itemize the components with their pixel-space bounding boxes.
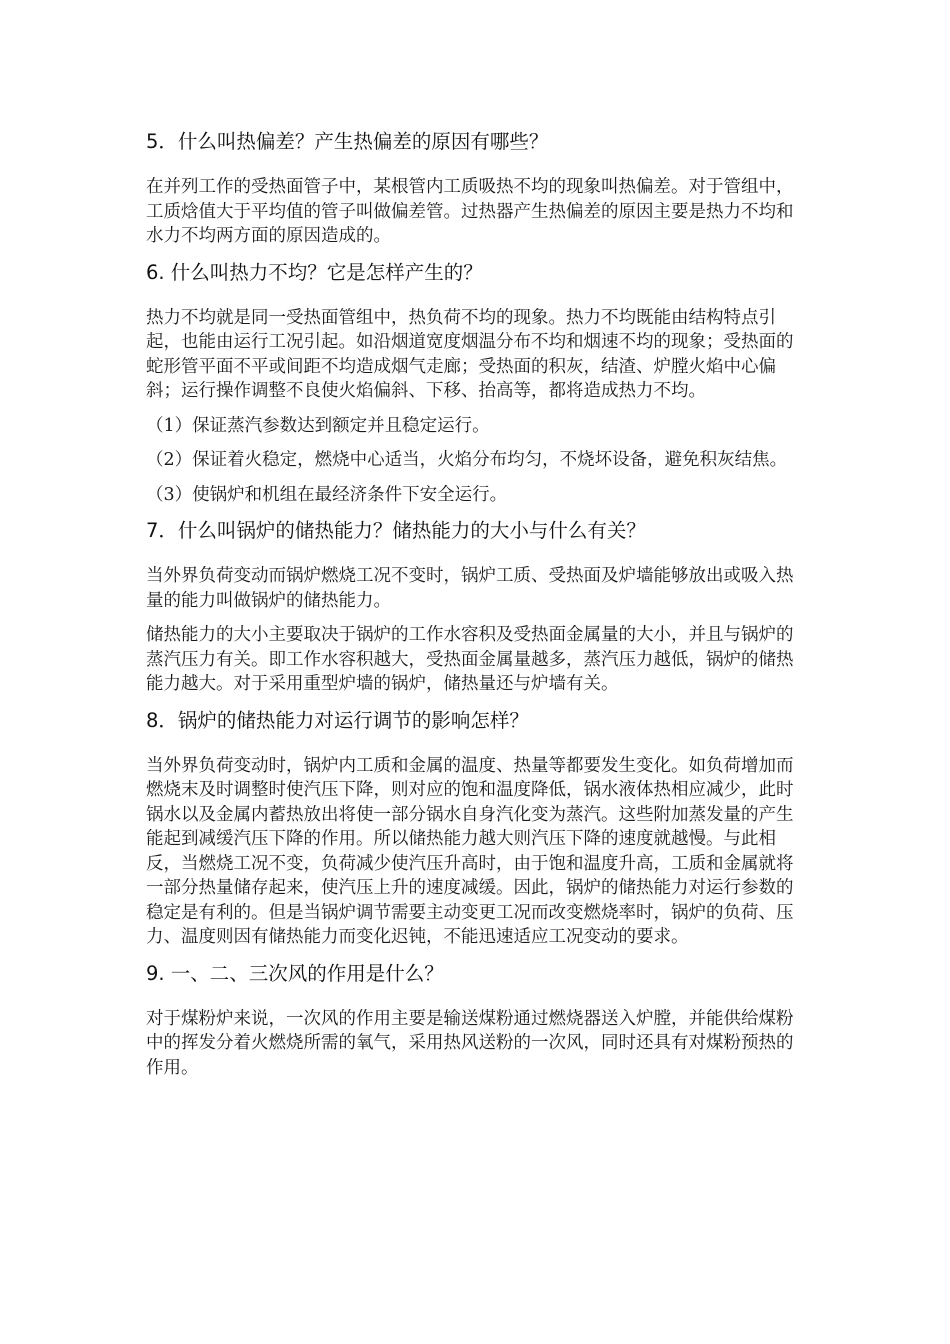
section-6-paragraph: 热力不均就是同一受热面管组中，热负荷不均的现象。热力不均既能由结构特点引起，也能由运行工况引起。如沿烟道宽度烟温分布不均和烟速不均的现象；受热面的蛇形管平面不平或间距不均造成烟气走廊；受热面的积灰，结渣、炉膛火焰中心偏斜；运行操作调整不良使火焰偏斜、下移、抬高等，都将造成热力不均。 — [146, 307, 794, 401]
section-6-item-2: （2）保证着火稳定，燃烧中心适当，火焰分布均匀，不烧坏设备，避免积灰结焦。 — [146, 450, 788, 470]
section-7-paragraph-2: 储热能力的大小主要取决于锅炉的工作水容积及受热面金属量的大小，并且与锅炉的蒸汽压力有关。即工作水容积越大，受热面金属量越多，蒸汽压力越低，锅炉的储热能力越大。对于采用重型炉墙的锅炉，储热量还与炉墙有关。 — [146, 625, 794, 694]
section-5-heading: 5．什么叫热偏差？产生热偏差的原因有哪些？ — [146, 130, 549, 153]
section-6-item-3: （3）使锅炉和机组在最经济条件下安全运行。 — [146, 484, 508, 505]
section-9-heading: 9. 一、二、三次风的作用是什么？ — [146, 961, 444, 985]
section-8-paragraph: 当外界负荷变动时，锅炉内工质和金属的温度、热量等都要发生变化。如负荷增加而燃烧末及时调整时使汽压下降，则对应的饱和温度降低，锅水液体热相应减少，此时锅水以及金属内蓄热放出将使一部分锅水自身汽化变为蒸汽。这些附加蒸发量的产生能起到减缓汽压下降的作用。所以储热能力越大则汽压下降的速度就越慢。与此相反，当燃烧工况不变，负荷减少使汽压升高时，由于饱和温度升高，工质和金属就将一部分热量储存起来，使汽压上升的速度减缓。因此，锅炉的储热能力对运行参数的稳定是有利的。但是当锅炉调节需要主动变更工况而改变燃烧率时，锅炉的负荷、压力、温度则因有储热能力而变化迟钝，不能迅速适应工况变动的要求。 — [146, 755, 794, 947]
document-page — [146, 128, 808, 1090]
section-6-heading: 6. 什么叫热力不均？它是怎样产生的？ — [146, 260, 483, 284]
section-6-item-1: （1）保证蒸汽参数达到额定并且稳定运行。 — [146, 415, 490, 436]
section-9-paragraph: 对于煤粉炉来说，一次风的作用主要是输送煤粉通过燃烧器送入炉膛，并能供给煤粉中的挥发分着火燃烧所需的氧气，采用热风送粉的一次风，同时还具有对煤粉预热的作用。 — [146, 1008, 794, 1078]
section-8-heading: 8．锅炉的储热能力对运行调节的影响怎样？ — [146, 708, 529, 732]
section-7-paragraph-1: 当外界负荷变动而锅炉燃烧工况不变时，锅炉工质、受热面及炉墙能够放出或吸入热量的能力叫做锅炉的储热能力。 — [146, 566, 794, 611]
section-5-paragraph: 在并列工作的受热面管子中，某根管内工质吸热不均的现象叫热偏差。对于管组中，工质焓值大于平均值的管子叫做偏差管。过热器产生热偏差的原因主要是热力不均和水力不均两方面的原因造成的。 — [146, 177, 794, 246]
section-7-heading: 7．什么叫锅炉的储热能力？储热能力的大小与什么有关？ — [146, 519, 646, 542]
